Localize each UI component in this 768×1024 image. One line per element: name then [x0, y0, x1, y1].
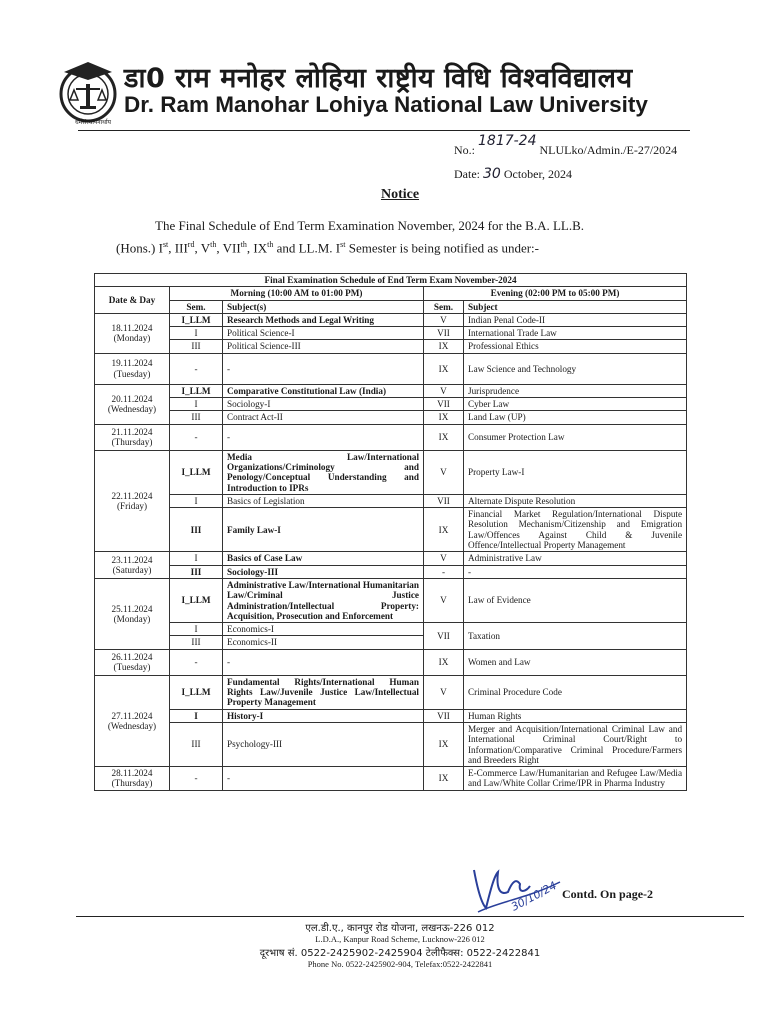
table-row: III Family Law-I IX Financial Market Regulation/International Dispute Resolution Mechanism/Citizenship and Emigration Law/Offences Against Child & Juvenile Offence/Intellectual Property Management — [95, 508, 687, 552]
notice-date: Date: 30 October, 2024 — [454, 166, 572, 182]
date-cell: 27.11.2024 (Wednesday) — [95, 675, 170, 766]
table-subheader-row — [95, 300, 687, 313]
evening-sem-header: Sem. — [424, 300, 464, 313]
table-row: 22.11.2024 (Friday) I_LLM Media Law/International Organizations/Criminology and Penology/Conceptual Understanding and Introduction to IPRs V Property Law-I — [95, 450, 687, 494]
table-row: 28.11.2024 (Thursday) - - IX E-Commerce Law/Humanitarian and Refugee Law/Media and Law/White Collar Crime/IPR in Pharma Industry — [95, 767, 687, 791]
date-cell: 21.11.2024 (Thursday) — [95, 424, 170, 450]
phone-hindi: दूरभाष सं. 0522-2425902-2425904 टेलीफैक्स: 0522-2422841 — [259, 948, 541, 959]
table-row: I History-I VII Human Rights — [95, 709, 687, 722]
intro-line-1: The Final Schedule of End Term Examination November, 2024 for the B.A. LL.B. — [155, 218, 585, 233]
table-row: 25.11.2024 (Monday) I_LLM Administrative Law/International Humanitarian Law/Criminal Justice Administration/Intellectual Property: Acquisition, Prosecution and Enforcement V Law of Evidence — [95, 578, 687, 622]
date-cell: 20.11.2024 (Wednesday) — [95, 384, 170, 424]
date-cell: 25.11.2024 (Monday) — [95, 578, 170, 649]
table-caption: Final Examination Schedule of End Term Exam November-2024 — [95, 274, 687, 287]
date-cell: 22.11.2024 (Friday) — [95, 450, 170, 552]
table-row: I Basics of Legislation VII Alternate Dispute Resolution — [95, 494, 687, 507]
table-row: I Sociology-I VII Cyber Law — [95, 398, 687, 411]
footer-divider — [76, 916, 744, 917]
table-row: III Economics-II — [95, 636, 687, 649]
university-name-hindi: डा0 राम मनोहर लोहिया राष्ट्रीय विधि विश्वविद्यालय — [124, 63, 633, 94]
notice-heading: Notice — [380, 187, 420, 202]
date-day-header: Date & Day — [95, 287, 170, 314]
logo-motto: धर्मसंस्थापनार्थाय — [74, 119, 112, 126]
date-cell: 19.11.2024 (Tuesday) — [95, 353, 170, 384]
table-row: III Political Science-III IX Professional Ethics — [95, 340, 687, 353]
table-row: III Sociology-III - - — [95, 565, 687, 578]
table-caption-row — [95, 274, 687, 287]
table-row: III Psychology-III IX Merger and Acquisition/International Criminal Law and International Criminal Court/Right to Information/Comparative Criminal Procedure/Farmers and Breeders Right — [95, 722, 687, 766]
date-cell: 28.11.2024 (Thursday) — [95, 767, 170, 791]
header-divider — [78, 130, 690, 131]
morning-sem-header: Sem. — [170, 300, 223, 313]
morning-header: Morning (10:00 AM to 01:00 PM) — [170, 287, 424, 300]
signature-icon — [468, 862, 568, 922]
evening-header: Evening (02:00 PM to 05:00 PM) — [424, 287, 687, 300]
date-cell: 23.11.2024 (Saturday) — [95, 552, 170, 579]
intro-line-2: (Hons.) Ist, IIIrd, Vth, VIIth, IXth and LL.M. Ist Semester is being notified as under:- — [116, 240, 539, 256]
signature-date: 30/10/24 — [509, 879, 559, 914]
table-row: 18.11.2024 (Monday) I_LLM Research Methods and Legal Writing V Indian Penal Code-II — [95, 313, 687, 326]
date-cell: 26.11.2024 (Tuesday) — [95, 649, 170, 675]
morning-subjects-header: Subject(s) — [223, 300, 424, 313]
table-row: 21.11.2024 (Thursday) - - IX Consumer Protection Law — [95, 424, 687, 450]
table-row: 20.11.2024 (Wednesday) I_LLM Comparative Constitutional Law (India) V Jurisprudence — [95, 384, 687, 397]
table-row: 26.11.2024 (Tuesday) - - IX Women and Law — [95, 649, 687, 675]
table-row: 27.11.2024 (Wednesday) I_LLM Fundamental Rights/International Human Rights Law/Juvenile Justice Law/Intellectual Property Management V Criminal Procedure Code — [95, 675, 687, 709]
address-english: L.D.A., Kanpur Road Scheme, Lucknow-226 012 — [315, 934, 485, 944]
table-row: III Contract Act-II IX Land Law (UP) — [95, 411, 687, 424]
university-name-english: Dr. Ram Manohar Lohiya National Law University — [124, 92, 648, 117]
university-logo-icon — [56, 60, 120, 124]
table-header-row — [95, 287, 687, 300]
handwritten-date: 30 — [483, 166, 501, 182]
table-row: 23.11.2024 (Saturday) I Basics of Case Law V Administrative Law — [95, 552, 687, 565]
continued-note: Contd. On page-2 — [562, 887, 654, 901]
exam-schedule-table — [94, 273, 687, 791]
table-row: I Political Science-I VII International Trade Law — [95, 327, 687, 340]
phone-english: Phone No. 0522-2425902-904, Telefax:0522-2422841 — [307, 959, 493, 969]
reference-number: No.: 1817-24 NLULko/Admin./E-27/2024 — [454, 133, 678, 157]
date-cell: 18.11.2024 (Monday) — [95, 313, 170, 353]
handwritten-number: 1817-24 — [478, 133, 537, 149]
evening-subject-header: Subject — [464, 300, 687, 313]
table-row: I Economics-I VII Taxation — [95, 623, 687, 636]
table-row: 19.11.2024 (Tuesday) - - IX Law Science and Technology — [95, 353, 687, 384]
address-hindi: एल.डी.ए., कानपुर रोड योजना, लखनऊ-226 012 — [305, 923, 495, 934]
